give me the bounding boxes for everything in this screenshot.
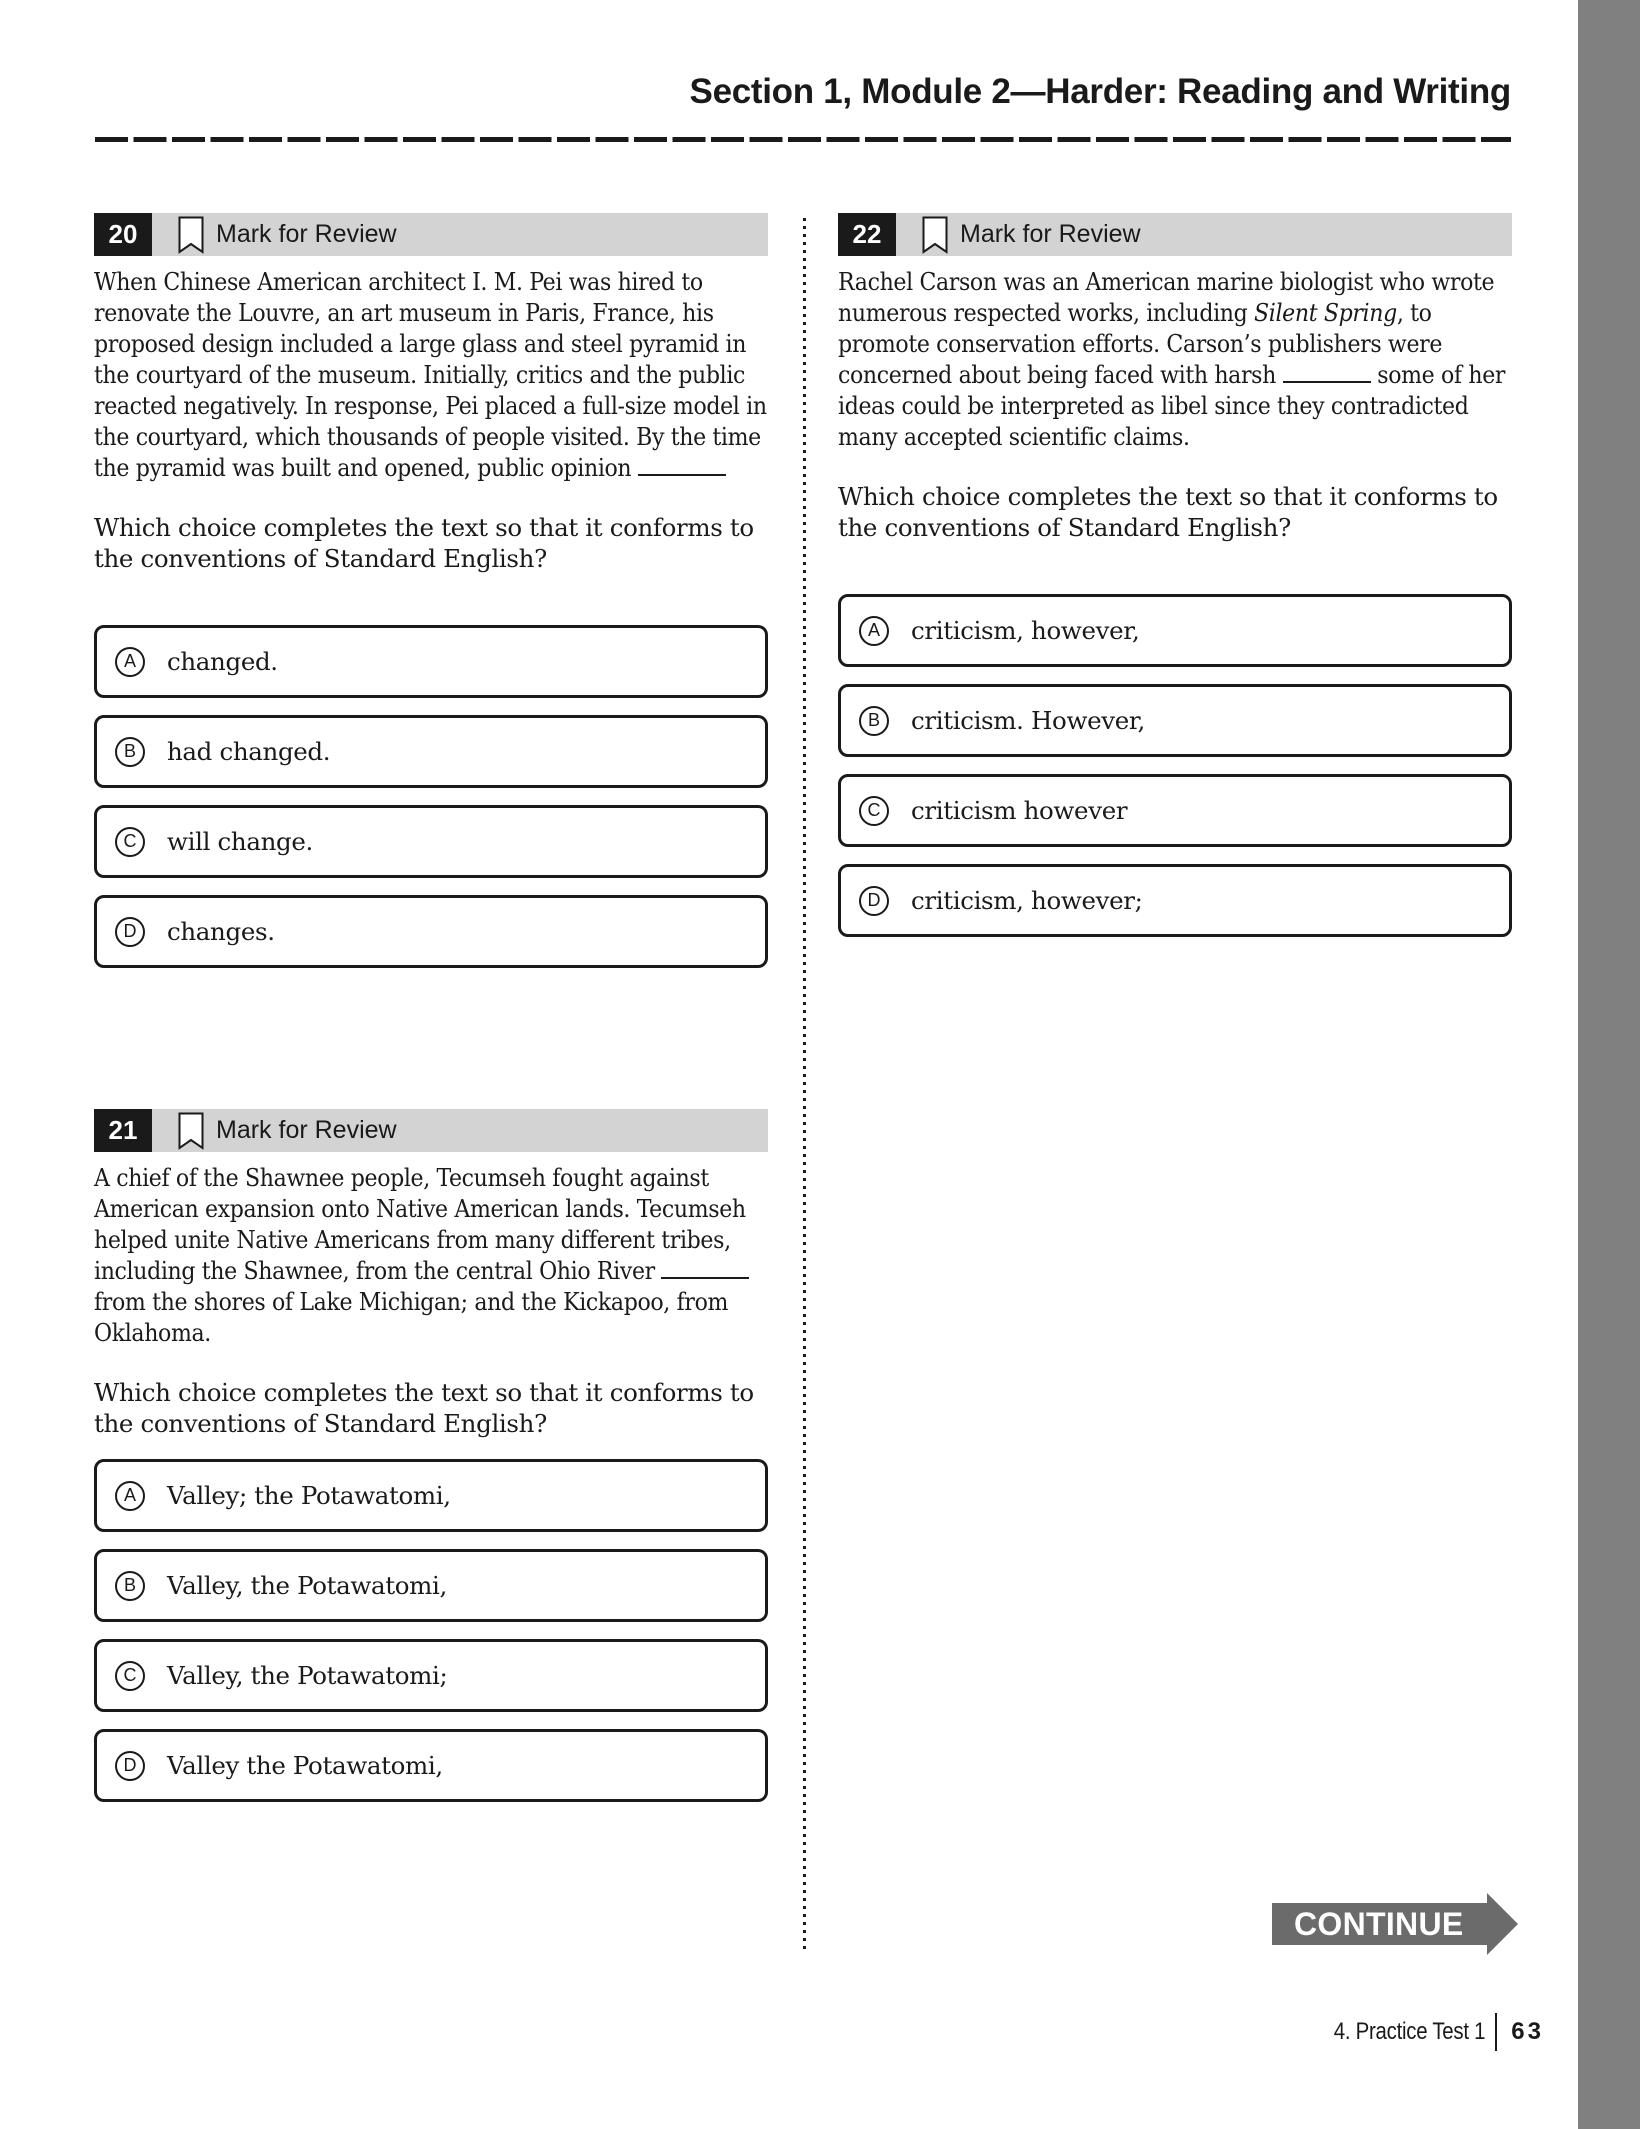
answer-blank [1283, 361, 1371, 383]
passage-text: When Chinese American architect I. M. Pei was hired to renovate the Louvre, an art museum in Paris, France, his proposed design included a large glass and steel pyramid in the courtyard of the museum. Initially, critics and the public reacted negatively. In response, Pei placed a full-size model in the courtyard, which thousands of people visited. By the time the pyramid was built and opened, public opinion [94, 267, 767, 482]
choice-text: Valley, the Potawatomi; [167, 1661, 448, 1690]
page-edge-band [1578, 0, 1640, 2129]
question-prompt: Which choice completes the text so that it conforms to the conventions of Standard English? [94, 513, 754, 573]
choice-letter-d-icon: D [859, 886, 889, 916]
choice-b[interactable] [94, 1549, 768, 1622]
answer-choices-20 [94, 625, 768, 985]
question-prompt: Which choice completes the text so that it conforms to the conventions of Standard English? [94, 1378, 754, 1438]
answer-choices-21 [94, 1459, 768, 1819]
choice-text: Valley the Potawatomi, [167, 1751, 443, 1780]
passage-text: A chief of the Shawnee people, Tecumseh fought against American expansion onto Native American lands. Tecumseh helped unite Native Americans from many different tribes, including the Shawnee, from the central Ohio River [94, 1163, 746, 1285]
choice-text: criticism. However, [911, 706, 1145, 735]
continue-label: CONTINUE [1294, 1906, 1464, 1942]
bookmark-icon[interactable] [178, 1112, 204, 1150]
book-title: Silent Spring [1254, 298, 1397, 327]
question-header [94, 213, 768, 256]
choice-b[interactable] [94, 715, 768, 788]
question-22 [838, 213, 1512, 543]
passage-text: some of her ideas could be interpreted as libel since they contradicted many accepted scientific claims. [838, 360, 1506, 451]
question-header [94, 1109, 768, 1152]
choice-letter-a-icon: A [859, 616, 889, 646]
choice-c[interactable] [94, 1639, 768, 1712]
answer-blank [661, 1257, 749, 1279]
answer-choices-22 [838, 594, 1512, 954]
choice-letter-d-icon: D [115, 917, 145, 947]
choice-text: Valley; the Potawatomi, [167, 1481, 451, 1510]
question-header [838, 213, 1512, 256]
choice-c[interactable] [94, 805, 768, 878]
choice-a[interactable] [94, 1459, 768, 1532]
passage-text: from the shores of Lake Michigan; and the Kickapoo, from Oklahoma. [94, 1287, 729, 1347]
choice-a[interactable] [94, 625, 768, 698]
choice-letter-b-icon: B [859, 706, 889, 736]
question-passage [838, 266, 1512, 452]
question-20 [94, 213, 768, 574]
choice-text: changed. [167, 647, 278, 676]
page-title: Section 1, Module 2—Harder: Reading and Writing [689, 72, 1511, 111]
choice-text: criticism, however; [911, 886, 1143, 915]
mark-for-review-label[interactable]: Mark for Review [216, 220, 397, 248]
choice-b[interactable] [838, 684, 1512, 757]
bookmark-icon[interactable] [178, 216, 204, 254]
choice-a[interactable] [838, 594, 1512, 667]
question-21 [94, 1109, 768, 1439]
choice-letter-c-icon: C [115, 1661, 145, 1691]
question-number: 22 [838, 213, 896, 256]
choice-text: Valley, the Potawatomi, [167, 1571, 447, 1600]
choice-letter-a-icon: A [115, 647, 145, 677]
mark-for-review-label[interactable]: Mark for Review [960, 220, 1141, 248]
footer-separator [1495, 2013, 1497, 2051]
choice-text: changes. [167, 917, 275, 946]
question-number: 20 [94, 213, 152, 256]
choice-text: criticism, however, [911, 616, 1140, 645]
choice-d[interactable] [94, 1729, 768, 1802]
choice-letter-b-icon: B [115, 1571, 145, 1601]
choice-d[interactable] [838, 864, 1512, 937]
choice-letter-c-icon: C [859, 796, 889, 826]
choice-letter-b-icon: B [115, 737, 145, 767]
column-divider [803, 218, 806, 1950]
choice-letter-c-icon: C [115, 827, 145, 857]
page-number: 63 [1511, 2018, 1544, 2045]
bookmark-icon[interactable] [922, 216, 948, 254]
question-number: 21 [94, 1109, 152, 1152]
answer-blank [638, 454, 726, 476]
continue-button[interactable] [1272, 1893, 1520, 1955]
choice-text: criticism however [911, 796, 1128, 825]
question-passage [94, 1162, 768, 1348]
choice-c[interactable] [838, 774, 1512, 847]
choice-d[interactable] [94, 895, 768, 968]
question-prompt: Which choice completes the text so that it conforms to the conventions of Standard English? [838, 482, 1498, 542]
footer-chapter: 4. Practice Test 1 [1333, 2018, 1486, 2045]
passage-text: , to promote conservation efforts. Carson’s publishers were concerned about being faced with harsh [838, 298, 1443, 389]
choice-letter-a-icon: A [115, 1481, 145, 1511]
choice-letter-d-icon: D [115, 1751, 145, 1781]
passage-text: Rachel Carson was an American marine biologist who wrote numerous respected works, including [838, 267, 1495, 327]
choice-text: had changed. [167, 737, 331, 766]
mark-for-review-label[interactable]: Mark for Review [216, 1116, 397, 1144]
question-passage [94, 266, 768, 483]
title-dashed-rule [95, 137, 1511, 142]
page-footer [1307, 2013, 1544, 2051]
choice-text: will change. [167, 827, 313, 856]
